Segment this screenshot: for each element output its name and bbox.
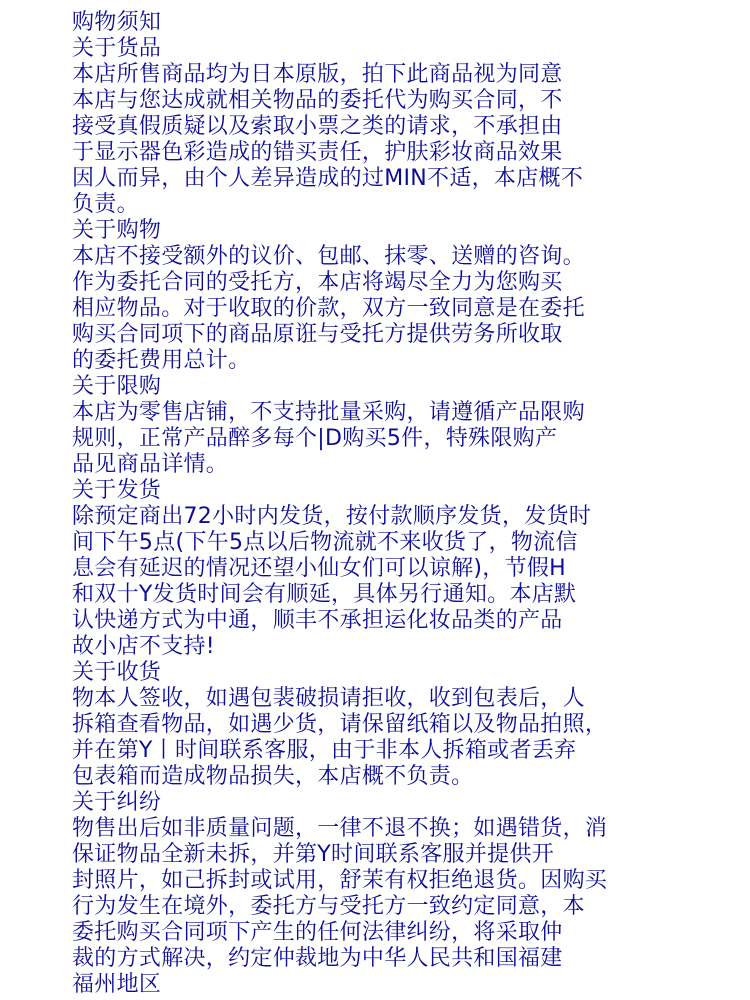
text-line: 并在第Y丨时间联系客服，由于非本人拆箱或者丢弃 [72,738,577,763]
section-heading-purchase-limit: 关于限购 [72,374,162,399]
text-line: 委托购买合同项下产生的任何法律纠纷，将采取仲 [72,920,563,945]
text-line: 本店为零售店铺，不支持批量采购，请遵循产品限购 [72,400,585,425]
text-line: 本店不接受额外的议价、包邮、抹零、送赠的咨询。 [72,244,585,269]
text-line: 本店与您达成就相关物品的委托代为购买合同，不 [72,88,563,113]
text-line: 品见商品详情。 [72,452,229,477]
text-line: 于显示器色彩造成的错买责任，护肤彩妆商品效果 [72,140,563,165]
text-line: 封照片，如己拆封或试用，舒茉有权拒绝退货。因购买 [72,868,608,893]
text-line: 裁的方式解决，约定仲裁地为中华人民共和国福建 [72,946,563,971]
text-line: 认快递方式为中通，顺丰不承担运化妆品类的产品 [72,608,563,633]
text-line: 物本人签收，如遇包裴破损请拒收，收到包表后，人 [72,686,585,711]
section-heading-shipping: 关于发货 [72,478,162,503]
text-line: 相应物品。对于收取的价款，双方一致同意是在委托 [72,296,585,321]
text-line: 的委托费用总计。 [72,348,251,373]
text-line: 和双十Y发货时间会有顺延，具体另行通知。本店默 [72,582,577,607]
text-line: 保证物品全新未拆，并第Y时间联系客服并提供开 [72,842,555,867]
text-line: 因人而异，由个人差异造成的过MIN不适，本店概不 [72,166,584,191]
text-line: 除预定商出72小时内发货，按付款顺序发货，发货时 [72,504,592,529]
text-line: 间下午5点(下午5点以后物流就不来收货了，物流信 [72,530,578,555]
section-heading-goods: 关于货品 [72,36,162,61]
section-heading-receiving: 关于收货 [72,660,162,685]
text-line: 包表箱而造成物品损失，本店概不负责。 [72,764,474,789]
text-line: 负责。 [72,192,139,217]
section-heading-disputes: 关于纠纷 [72,790,162,815]
text-line: 购买合同项下的商品原诳与受托方提供劳务所收取 [72,322,563,347]
text-line: 规则，正常产品醉多每个|D购买5件，特殊限购产 [72,426,558,451]
text-line: 故小店不支持! [72,634,215,659]
text-line: 物售出后如非质量问题，一律不退不换；如遇错货，消 [72,816,608,841]
text-line: 本店所售商品均为日本原版，拍下此商品视为同意 [72,62,563,87]
doc-title: 购物须知 [72,10,162,35]
text-line: 福州地区 [72,972,162,997]
text-line: 作为委托合同的受托方，本店将竭尽全力为您购买 [72,270,563,295]
text-line: 拆箱查看物品，如遇少货，请保留纸箱以及物品拍照， [72,712,608,737]
text-line: 行为发生在境外，委托方与受托方一致约定同意，本 [72,894,585,919]
section-heading-shopping: 关于购物 [72,218,162,243]
text-line: 接受真假质疑以及索取小票之类的请求，不承担由 [72,114,563,139]
text-line: 息会有延迟的情况还望小仙女们可以谅解)，节假H [72,556,567,581]
